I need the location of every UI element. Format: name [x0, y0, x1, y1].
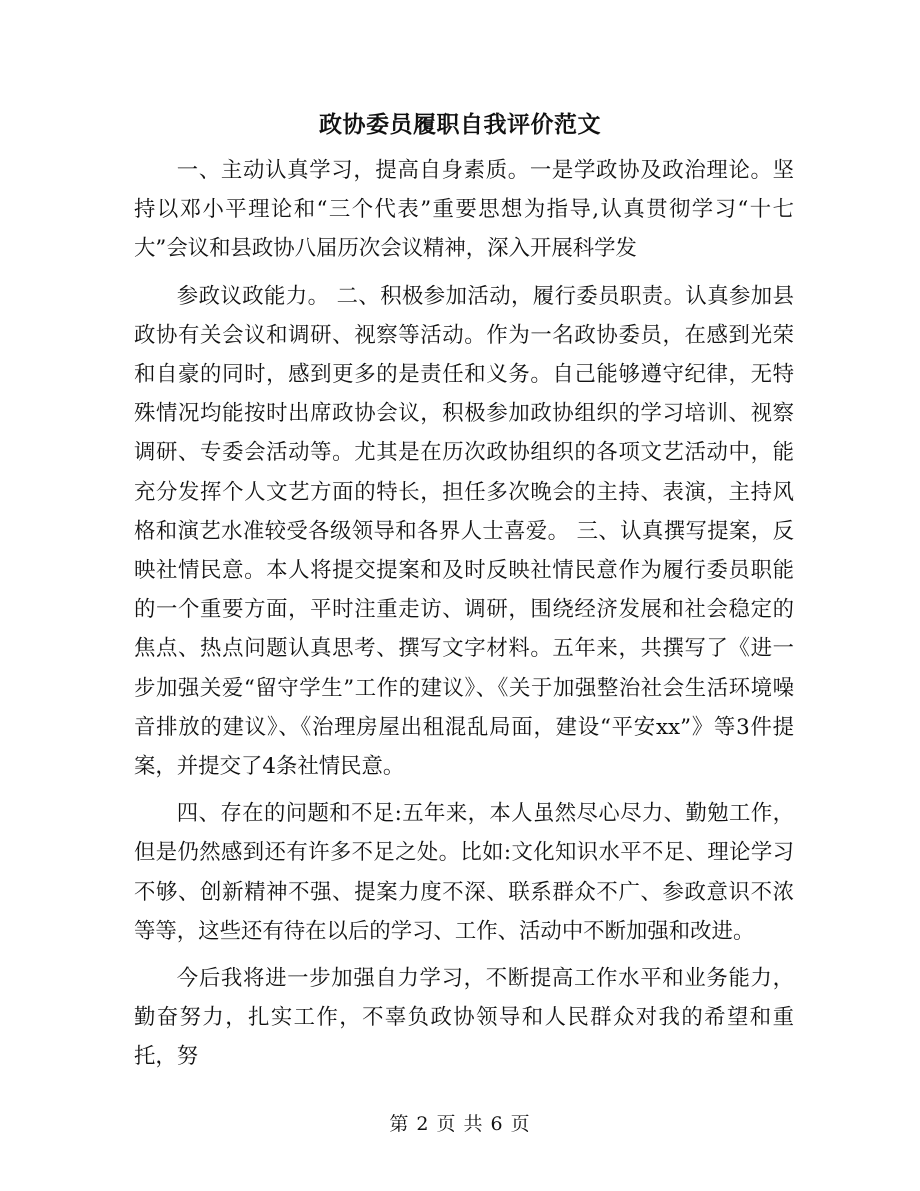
page-number-footer: 第 2 页 共 6 页 — [389, 1113, 531, 1135]
paragraph-4: 今后我将进一步加强自力学习，不断提高工作水平和业务能力，勤奋努力，扎实工作，不辜负政协领导和人民群众对我的希望和重托，努 — [134, 966, 794, 1070]
document-title: 政协委员履职自我评价范文 — [319, 111, 601, 138]
paragraph-3: 四、存在的问题和不足:五年来，本人虽然尽心尽力、勤勉工作，但是仍然感到还有许多不足之处。比如:文化知识水平不足、理论学习不够、创新精神不强、提案力度不深、联系群众不广、参政意识不浓等等，这些还有待在以后的学习、工作、活动中不断加强和改进。 — [134, 801, 794, 944]
paragraph-1: 一、主动认真学习，提高自身素质。一是学政协及政治理论。坚持以邓小平理论和“三个代表”重要思想为指导,认真贯彻学习“十七大”会议和县政协八届历次会议精神，深入开展科学发 — [134, 158, 794, 262]
document-body — [134, 151, 794, 1085]
paragraph-2: 参政议政能力。 二、积极参加活动，履行委员职责。认真参加县政协有关会议和调研、视察等活动。作为一名政协委员，在感到光荣和自豪的同时，感到更多的是责任和义务。自己能够遵守纪律，无特殊情况均能按时出席政协会议，积极参加政协组织的学习培训、视察调研、专委会活动等。尤其是在历次政协组织的各项文艺活动中，能充分发挥个人文艺方面的特长，担任多次晚会的主持、表演，主持风格和演艺水准较受各级领导和各界人士喜爱。 三、认真撰写提案，反映社情民意。本人将提交提案和及时反映社情民意作为履行委员职能的一个重要方面，平时注重走访、调研，围绕经济发展和社会稳定的焦点、热点问题认真思考、撰写文字材料。五年来，共撰写了《进一步加强关爱“留守学生”工作的建议》、《关于加强整治社会生活环境噪音排放的建议》、《治理房屋出租混乱局面，建设“平安xx”》等3件提案，并提交了4条社情民意。 — [134, 283, 794, 780]
